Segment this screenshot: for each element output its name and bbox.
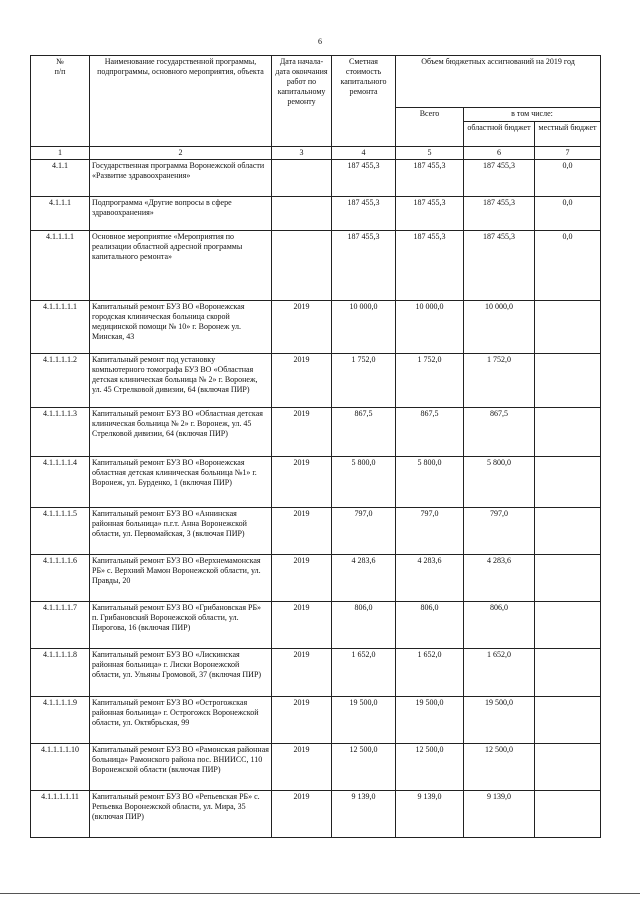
- row-local: [535, 555, 601, 602]
- header-including: в том числе:: [464, 108, 601, 122]
- row-local: [535, 697, 601, 744]
- row-number: 4.1.1.1.1.3: [31, 408, 90, 457]
- row-date: [272, 197, 332, 231]
- row-total: 187 455,3: [396, 231, 464, 301]
- table-row: [31, 602, 601, 649]
- table-row: [31, 744, 601, 791]
- row-name: Капитальный ремонт БУЗ ВО «Острогожская районная больница» г. Острогожск Воронежской области, ул. Октябрьская, 99: [90, 697, 272, 744]
- row-regional: 12 500,0: [464, 744, 535, 791]
- header-num: № п/п: [31, 56, 90, 147]
- row-total: 9 139,0: [396, 791, 464, 838]
- row-number: 4.1.1.1.1.8: [31, 649, 90, 697]
- table-row: [31, 160, 601, 197]
- table-row: [31, 555, 601, 602]
- row-date: 2019: [272, 602, 332, 649]
- row-name: Капитальный ремонт БУЗ ВО «Рамонская районная больница» Рамонского района пос. ВНИИСС, 110 Воронежской области (включая ПИР): [90, 744, 272, 791]
- row-date: 2019: [272, 744, 332, 791]
- row-total: 806,0: [396, 602, 464, 649]
- row-number: 4.1.1.1.1.7: [31, 602, 90, 649]
- row-name: Капитальный ремонт БУЗ ВО «Аннинская районная больница» п.г.т. Анна Воронежской области, ул. Первомайская, 3 (включая ПИР): [90, 508, 272, 555]
- header-cost: Сметная стоимость капитального ремонта: [332, 56, 396, 147]
- row-cost: 187 455,3: [332, 231, 396, 301]
- row-local: [535, 649, 601, 697]
- table-row: [31, 457, 601, 508]
- row-date: 2019: [272, 508, 332, 555]
- row-date: 2019: [272, 354, 332, 408]
- row-cost: 12 500,0: [332, 744, 396, 791]
- row-name: Капитальный ремонт БУЗ ВО «Репьевская РБ» с. Репьевка Воронежской области, ул. Мира, 35 (включая ПИР): [90, 791, 272, 838]
- row-local: [535, 354, 601, 408]
- row-regional: 5 800,0: [464, 457, 535, 508]
- row-regional: 1 752,0: [464, 354, 535, 408]
- row-number: 4.1.1.1.1.5: [31, 508, 90, 555]
- row-number: 4.1.1.1.1.6: [31, 555, 90, 602]
- row-date: [272, 231, 332, 301]
- header-name: Наименование государственной программы, подпрограммы, основного мероприятия, объекта: [90, 56, 272, 147]
- table-row: [31, 508, 601, 555]
- row-cost: 867,5: [332, 408, 396, 457]
- table-row: [31, 697, 601, 744]
- row-total: 10 000,0: [396, 301, 464, 354]
- col-index: 4: [332, 147, 396, 160]
- table-body: [31, 160, 601, 838]
- row-cost: 19 500,0: [332, 697, 396, 744]
- page-number: 6: [318, 37, 322, 46]
- row-date: 2019: [272, 791, 332, 838]
- row-regional: 1 652,0: [464, 649, 535, 697]
- row-local: [535, 457, 601, 508]
- header-dates: Дата начала-дата окончания работ по капитальному ремонту: [272, 56, 332, 147]
- row-regional: 187 455,3: [464, 197, 535, 231]
- table-row: [31, 301, 601, 354]
- col-index: 7: [535, 147, 601, 160]
- header-local: местный бюджет: [535, 122, 601, 147]
- row-date: 2019: [272, 555, 332, 602]
- row-cost: 4 283,6: [332, 555, 396, 602]
- row-total: 5 800,0: [396, 457, 464, 508]
- row-total: 4 283,6: [396, 555, 464, 602]
- row-regional: 10 000,0: [464, 301, 535, 354]
- row-number: 4.1.1.1.1.10: [31, 744, 90, 791]
- row-number: 4.1.1.1.1.11: [31, 791, 90, 838]
- table-row: [31, 231, 601, 301]
- row-name: Капитальный ремонт БУЗ ВО «Грибановская РБ» п. Грибановский Воронежской области, ул. Пирогова, 16 (включая ПИР): [90, 602, 272, 649]
- col-index: 5: [396, 147, 464, 160]
- row-total: 1 752,0: [396, 354, 464, 408]
- row-regional: 187 455,3: [464, 231, 535, 301]
- row-total: 867,5: [396, 408, 464, 457]
- row-local: [535, 602, 601, 649]
- row-name: Капитальный ремонт БУЗ ВО «Областная детская клиническая больница № 2» г. Воронеж, ул. 45 Стрелковой дивизии, 64 (включая ПИР): [90, 408, 272, 457]
- col-index: 6: [464, 147, 535, 160]
- row-name: Капитальный ремонт под установку компьютерного томографа БУЗ ВО «Областная детская клиническая больница № 2» г. Воронеж, ул. 45 Стрелковой дивизии, 64 (включая ПИР): [90, 354, 272, 408]
- header-regional: областной бюджет: [464, 122, 535, 147]
- row-cost: 1 752,0: [332, 354, 396, 408]
- row-name: Капитальный ремонт БУЗ ВО «Верхнемамонская РБ» с. Верхний Мамон Воронежской области, ул. Правды, 20: [90, 555, 272, 602]
- row-name: Капитальный ремонт БУЗ ВО «Лискинская районная больница» г. Лиски Воронежской области, ул. Ульяны Громовой, 37 (включая ПИР): [90, 649, 272, 697]
- row-total: 797,0: [396, 508, 464, 555]
- col-index: 2: [90, 147, 272, 160]
- row-number: 4.1.1.1.1.4: [31, 457, 90, 508]
- row-regional: 9 139,0: [464, 791, 535, 838]
- row-cost: 806,0: [332, 602, 396, 649]
- row-regional: 4 283,6: [464, 555, 535, 602]
- row-date: 2019: [272, 697, 332, 744]
- row-local: [535, 408, 601, 457]
- row-number: 4.1.1.1.1.2: [31, 354, 90, 408]
- row-number: 4.1.1.1.1.9: [31, 697, 90, 744]
- row-name: Капитальный ремонт БУЗ ВО «Воронежская городская клиническая больница скорой медицинской помощи № 10» г. Воронеж ул. Минская, 43: [90, 301, 272, 354]
- row-cost: 187 455,3: [332, 197, 396, 231]
- row-number: 4.1.1.1.1: [31, 231, 90, 301]
- row-local: 0,0: [535, 231, 601, 301]
- scan-edge-line: [0, 893, 640, 894]
- row-local: [535, 301, 601, 354]
- row-total: 1 652,0: [396, 649, 464, 697]
- header-budget-group: Объем бюджетных ассигнований на 2019 год: [396, 56, 601, 108]
- col-index: 1: [31, 147, 90, 160]
- row-regional: 867,5: [464, 408, 535, 457]
- row-cost: 10 000,0: [332, 301, 396, 354]
- budget-table: [30, 55, 601, 838]
- row-date: 2019: [272, 649, 332, 697]
- col-index: 3: [272, 147, 332, 160]
- row-cost: 1 652,0: [332, 649, 396, 697]
- row-number: 4.1.1.1: [31, 197, 90, 231]
- row-name: Основное мероприятие «Мероприятия по реализации областной адресной программы капитального ремонта»: [90, 231, 272, 301]
- row-cost: 187 455,3: [332, 160, 396, 197]
- table-row: [31, 408, 601, 457]
- row-local: [535, 508, 601, 555]
- row-regional: 806,0: [464, 602, 535, 649]
- row-date: [272, 160, 332, 197]
- row-regional: 19 500,0: [464, 697, 535, 744]
- header-total: Всего: [396, 108, 464, 147]
- row-name: Подпрограмма «Другие вопросы в сфере здравоохранения»: [90, 197, 272, 231]
- row-local: [535, 744, 601, 791]
- row-name: Государственная программа Воронежской области «Развитие здравоохранения»: [90, 160, 272, 197]
- row-date: 2019: [272, 408, 332, 457]
- row-total: 12 500,0: [396, 744, 464, 791]
- row-name: Капитальный ремонт БУЗ ВО «Воронежская областная детская клиническая больница №1» г. Воронеж, ул. Бурденко, 1 (включая ПИР): [90, 457, 272, 508]
- row-regional: 797,0: [464, 508, 535, 555]
- row-date: 2019: [272, 457, 332, 508]
- row-number: 4.1.1.1.1.1: [31, 301, 90, 354]
- table-row: [31, 197, 601, 231]
- row-cost: 5 800,0: [332, 457, 396, 508]
- row-total: 187 455,3: [396, 160, 464, 197]
- row-cost: 9 139,0: [332, 791, 396, 838]
- table-row: [31, 791, 601, 838]
- table-row: [31, 649, 601, 697]
- row-local: [535, 791, 601, 838]
- row-regional: 187 455,3: [464, 160, 535, 197]
- row-total: 19 500,0: [396, 697, 464, 744]
- row-local: 0,0: [535, 160, 601, 197]
- row-local: 0,0: [535, 197, 601, 231]
- column-index-row: [31, 147, 601, 160]
- row-cost: 797,0: [332, 508, 396, 555]
- row-total: 187 455,3: [396, 197, 464, 231]
- table-row: [31, 354, 601, 408]
- row-date: 2019: [272, 301, 332, 354]
- row-number: 4.1.1: [31, 160, 90, 197]
